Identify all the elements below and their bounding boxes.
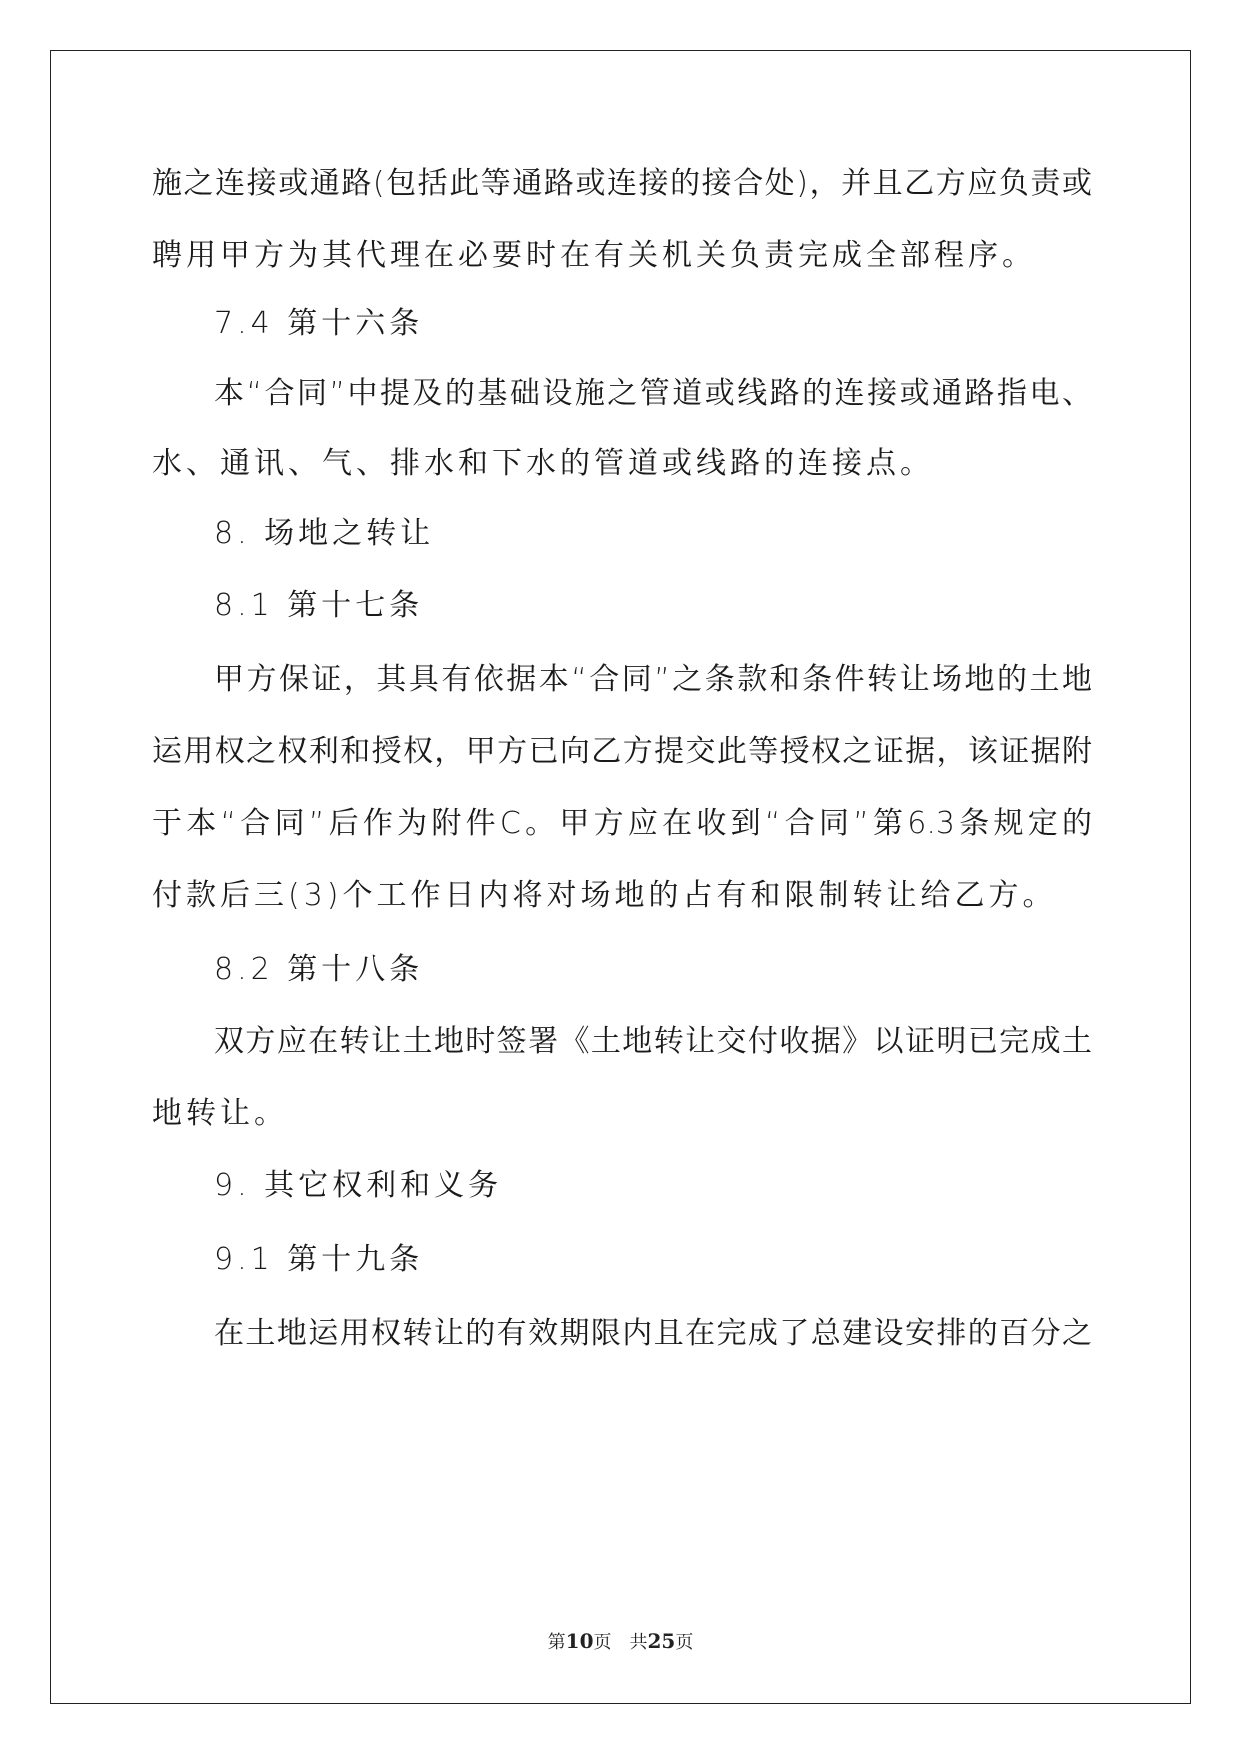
section-heading: 7.4 第十六条	[214, 306, 424, 341]
body-line: 于本“合同”后作为附件C。甲方应在收到“合同”第6.3条规定的	[152, 806, 1092, 841]
body-line: 付款后三(3)个工作日内将对场地的占有和限制转让给乙方。	[152, 878, 1057, 913]
page-footer	[0, 1628, 1241, 1654]
section-heading: 9. 其它权利和义务	[214, 1168, 503, 1203]
body-line: 聘用甲方为其代理在必要时在有关机关负责完成全部程序。	[152, 238, 1036, 273]
total-page-count: 25	[647, 1629, 676, 1653]
body-line: 水、通讯、气、排水和下水的管道或线路的连接点。	[152, 446, 934, 481]
body-line: 运用权之权利和授权，甲方已向乙方提交此等授权之证据，该证据附	[152, 734, 1092, 769]
body-line: 本“合同”中提及的基础设施之管道或线路的连接或通路指电、	[214, 376, 1092, 411]
footer-prefix: 第	[547, 1632, 566, 1653]
body-line: 在土地运用权转让的有效期限内且在完成了总建设安排的百分之	[214, 1316, 1092, 1351]
body-line: 甲方保证，其具有依据本“合同”之条款和条件转让场地的土地	[214, 662, 1092, 697]
footer-suffix: 页	[675, 1632, 694, 1653]
footer-middle: 页 共	[593, 1632, 648, 1653]
section-heading: 8.1 第十七条	[214, 588, 424, 623]
body-line: 地转让。	[152, 1096, 288, 1131]
current-page-number: 10	[565, 1629, 594, 1653]
section-heading: 8. 场地之转让	[214, 516, 435, 551]
section-heading: 8.2 第十八条	[214, 952, 424, 987]
section-heading: 9.1 第十九条	[214, 1242, 424, 1277]
body-line: 双方应在转让土地时签署《土地转让交付收据》以证明已完成土	[214, 1024, 1092, 1059]
body-line: 施之连接或通路(包括此等通路或连接的接合处)，并且乙方应负责或	[152, 166, 1092, 201]
